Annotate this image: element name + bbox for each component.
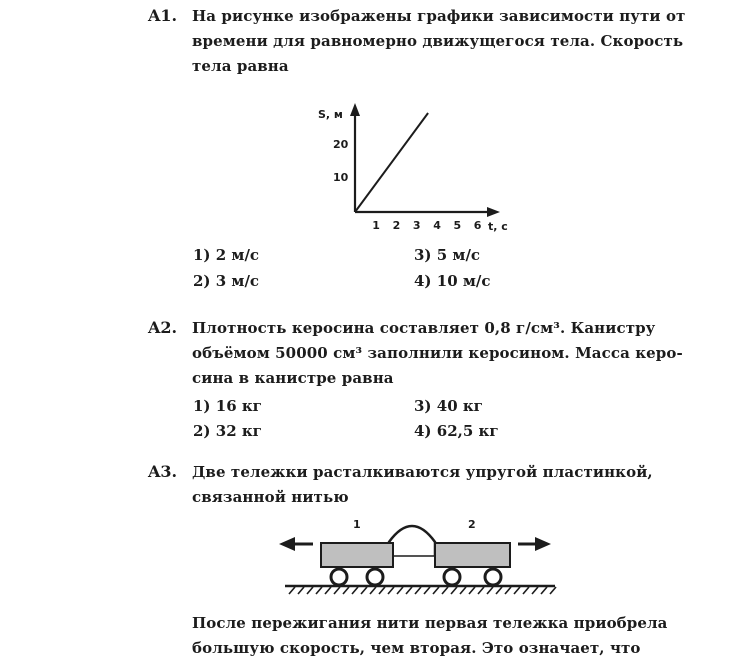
cart-2-label: 2 — [468, 518, 476, 531]
wheel — [444, 569, 460, 585]
question-line: связанной нитью — [192, 488, 349, 506]
hatch-line — [478, 587, 484, 594]
hatch-line — [433, 587, 439, 594]
x-tick-label: 5 — [453, 219, 462, 232]
hatch-line — [442, 587, 448, 594]
option-a2-1[interactable]: 1) 16 кг — [193, 397, 262, 415]
hatch-line — [469, 587, 475, 594]
question-line: Плотность керосина составляет 0,8 г/см³. Канистру — [192, 319, 656, 337]
hatch-line — [397, 587, 403, 594]
option-a2-2[interactable]: 2) 32 кг — [193, 422, 262, 440]
distance-time-graph — [310, 100, 510, 235]
hatch-line — [451, 587, 457, 594]
hatch-line — [334, 587, 340, 594]
question-number-a3: A3. — [148, 462, 178, 481]
cart-1-label: 1 — [353, 518, 361, 531]
y-axis-arrow — [350, 103, 360, 116]
hatch-line — [487, 587, 493, 594]
question-line: времени для равномерно движущегося тела. Скорость — [192, 32, 684, 50]
hatch-line — [523, 587, 529, 594]
wheel — [485, 569, 501, 585]
x-tick-label: 1 — [372, 219, 380, 232]
x-axis-arrow — [487, 207, 500, 217]
x-tick-labels — [372, 219, 482, 232]
hatch-line — [496, 587, 502, 594]
hatch-line — [298, 587, 304, 594]
question-number-a1: A1. — [148, 6, 178, 25]
question-text-a3 — [192, 460, 712, 510]
question-text-a1 — [192, 4, 712, 79]
cart-1-body — [321, 543, 393, 567]
wheel — [367, 569, 383, 585]
question-line: сина в канистре равна — [192, 369, 394, 387]
hatch-line — [316, 587, 322, 594]
elastic-plate — [389, 526, 435, 556]
option-a1-1[interactable]: 1) 2 м/с — [193, 246, 260, 264]
question-number-a2: A2. — [148, 318, 178, 337]
right-arrow-icon — [535, 537, 551, 551]
hatch-line — [541, 587, 547, 594]
option-a1-4[interactable]: 4) 10 м/с — [414, 272, 491, 290]
hatch-line — [514, 587, 520, 594]
series-line — [355, 113, 428, 212]
wheel — [331, 569, 347, 585]
y-axis-label: S, м — [318, 108, 343, 121]
x-axis-label: t, c — [488, 220, 508, 233]
question-line: Две тележки расталкиваются упругой пластинкой, — [192, 463, 653, 481]
x-tick-label: 3 — [412, 219, 421, 232]
option-a1-3[interactable]: 3) 5 м/с — [414, 246, 481, 264]
hatch-line — [550, 587, 556, 594]
question-line: тела равна — [192, 57, 289, 75]
hatch-line — [379, 587, 385, 594]
hatch-line — [415, 587, 421, 594]
carts-diagram — [275, 512, 565, 597]
option-a1-2[interactable]: 2) 3 м/с — [193, 272, 260, 290]
question-line: объёмом 50000 см³ заполнили керосином. Масса керо- — [192, 344, 683, 362]
hatch-line — [532, 587, 538, 594]
hatch-line — [343, 587, 349, 594]
question-line: После пережигания нити первая тележка приобрела — [192, 614, 668, 632]
hatch-line — [406, 587, 412, 594]
question-line: большую скорость, чем вторая. Это означает, что — [192, 639, 641, 657]
hatch-line — [424, 587, 430, 594]
question-line: На рисунке изображены графики зависимости пути от — [192, 7, 686, 25]
hatch-line — [325, 587, 331, 594]
question-text-a2 — [192, 316, 712, 391]
cart-2-body — [435, 543, 510, 567]
x-tick-label: 4 — [433, 219, 441, 232]
option-a2-4[interactable]: 4) 62,5 кг — [414, 422, 499, 440]
hatch-line — [460, 587, 466, 594]
y-tick-label: 20 — [333, 138, 349, 151]
y-tick-label: 10 — [333, 171, 349, 184]
hatch-line — [361, 587, 367, 594]
x-tick-label: 6 — [473, 219, 482, 232]
question-text-a3-continued — [192, 611, 712, 661]
ground-hatching — [289, 587, 556, 594]
left-arrow-icon — [279, 537, 295, 551]
hatch-line — [352, 587, 358, 594]
hatch-line — [307, 587, 313, 594]
option-a2-3[interactable]: 3) 40 кг — [414, 397, 483, 415]
hatch-line — [505, 587, 511, 594]
hatch-line — [370, 587, 376, 594]
x-tick-label: 2 — [392, 219, 401, 232]
hatch-line — [388, 587, 394, 594]
hatch-line — [289, 587, 295, 594]
